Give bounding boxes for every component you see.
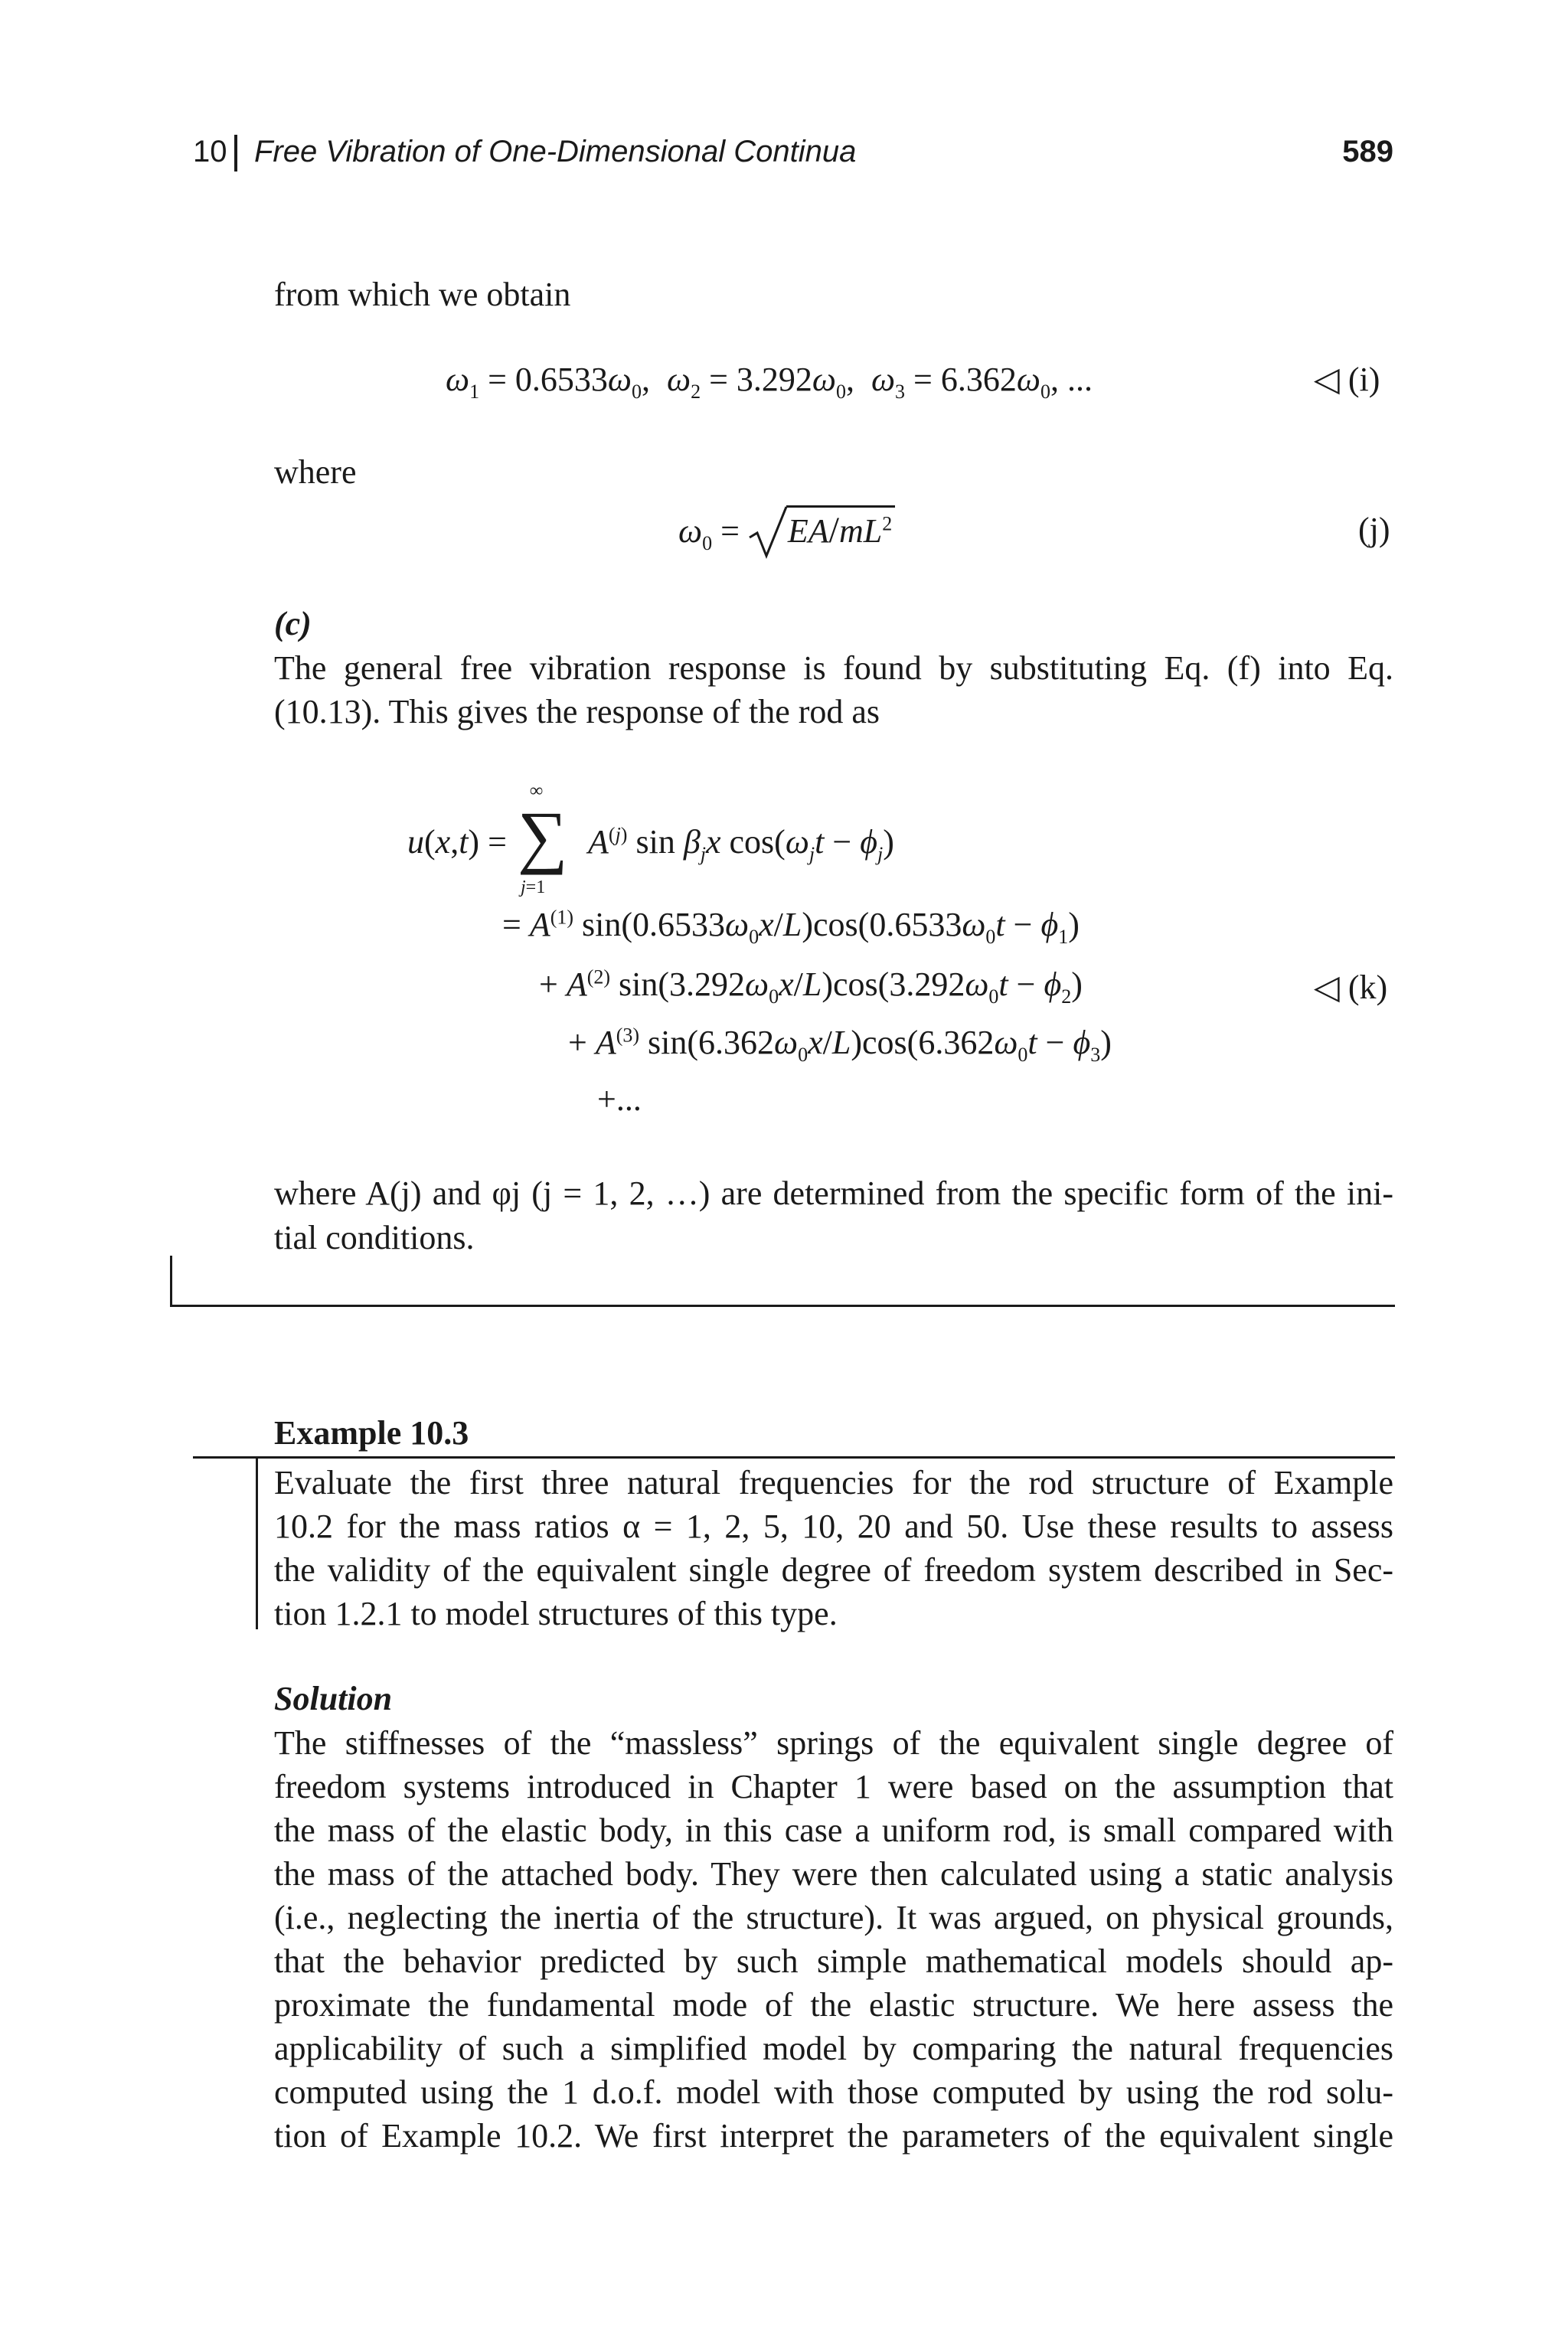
example-statement-line: 10.2 for the mass ratios α = 1, 2, 5, 10, 20 and 50. Use these results to assess xyxy=(274,1508,1393,1545)
running-header xyxy=(193,135,1393,178)
equation-i: $\omega_1 = 0.6533\omega_0$, $\omega_2 = 3.292\omega_0$, $\omega_3 = 6.362\omega_0$, ... xyxy=(446,361,1093,403)
equation-k-line3: + $A^{(2)}$ $\sin(3.292\omega_0x/L)\cos(3.292\omega_0t - \phi_2)$ xyxy=(539,965,1083,1008)
solution-line: computed using the 1 d.o.f. model with those computed by using the rod solu- xyxy=(274,2073,1393,2111)
chapter-number: 10 xyxy=(193,135,227,168)
example-top-rule xyxy=(193,1456,1395,1459)
solution-line: applicability of such a simplified model by comparing the natural frequencies xyxy=(274,2030,1393,2067)
solution-line: The stiffnesses of the “massless” springs of the equivalent single degree of xyxy=(274,1724,1393,1762)
example-statement-line: Evaluate the first three natural frequencies for the rod structure of Example xyxy=(274,1464,1393,1501)
part-c-paragraph-line2: (10.13). This gives the response of the rod as xyxy=(274,693,880,730)
solution-line: (i.e., neglecting the inertia of the structure). It was argued, on physical grounds, xyxy=(274,1899,1393,1936)
sqrt-sign-icon xyxy=(748,505,788,559)
header-divider xyxy=(234,135,237,172)
where-text-2-line2: tial conditions. xyxy=(274,1219,475,1256)
example-statement-line: the validity of the equivalent single degree of freedom system described in Sec- xyxy=(274,1551,1393,1589)
solution-line: tion of Example 10.2. We first interpret the parameters of the equivalent single xyxy=(274,2117,1393,2155)
equation-k-label: ◁ (k) xyxy=(1314,969,1388,1006)
equation-j-label: (j) xyxy=(1358,511,1390,548)
where-text-2-line1: where A(j) and φj (j = 1, 2, …) are determined from the specific form of the ini- xyxy=(274,1175,1393,1212)
equation-k-line2: = $A^{(1)}$ $\sin(0.6533\omega_0x/L)\cos(0.6533\omega_0t - \phi_1)$ xyxy=(502,906,1080,948)
page-number: 589 xyxy=(1342,135,1393,168)
example-end-bracket-horizontal xyxy=(170,1305,1395,1307)
part-c-label: (c) xyxy=(274,605,312,642)
solution-line: the mass of the elastic body, in this case a uniform rod, is small compared with xyxy=(274,1812,1393,1849)
solution-line: freedom systems introduced in Chapter 1 were based on the assumption that xyxy=(274,1768,1393,1805)
part-c-paragraph-line1: The general free vibration response is found by substituting Eq. (f) into Eq. xyxy=(274,649,1393,687)
where-text-1: where xyxy=(274,453,357,491)
equation-i-label: ◁ (i) xyxy=(1314,361,1380,398)
equation-j: $\omega_0 = EA/mL^2$ xyxy=(678,505,895,559)
chapter-title: Free Vibration of One-Dimensional Continua xyxy=(254,135,857,168)
solution-line: the mass of the attached body. They were then calculated using a static analysis xyxy=(274,1855,1393,1893)
example-statement xyxy=(274,1461,1393,1635)
example-title: Example 10.3 xyxy=(274,1414,469,1452)
example-statement-line: tion 1.2.1 to model structures of this type. xyxy=(274,1595,838,1632)
solution-line: that the behavior predicted by such simple mathematical models should ap- xyxy=(274,1942,1393,1980)
solution-heading: Solution xyxy=(274,1680,393,1717)
example-left-bar xyxy=(256,1458,258,1629)
equation-k-line4: + $A^{(3)}$ $\sin(6.362\omega_0x/L)\cos(6.362\omega_0t - \phi_3)$ xyxy=(568,1024,1112,1066)
example-end-bracket-vertical xyxy=(170,1256,172,1306)
equation-k-line5: +... xyxy=(597,1080,642,1118)
solution-body xyxy=(274,1721,1393,2158)
intro-text: from which we obtain xyxy=(274,276,571,313)
solution-line: proximate the fundamental mode of the elastic structure. We here assess the xyxy=(274,1986,1393,2024)
